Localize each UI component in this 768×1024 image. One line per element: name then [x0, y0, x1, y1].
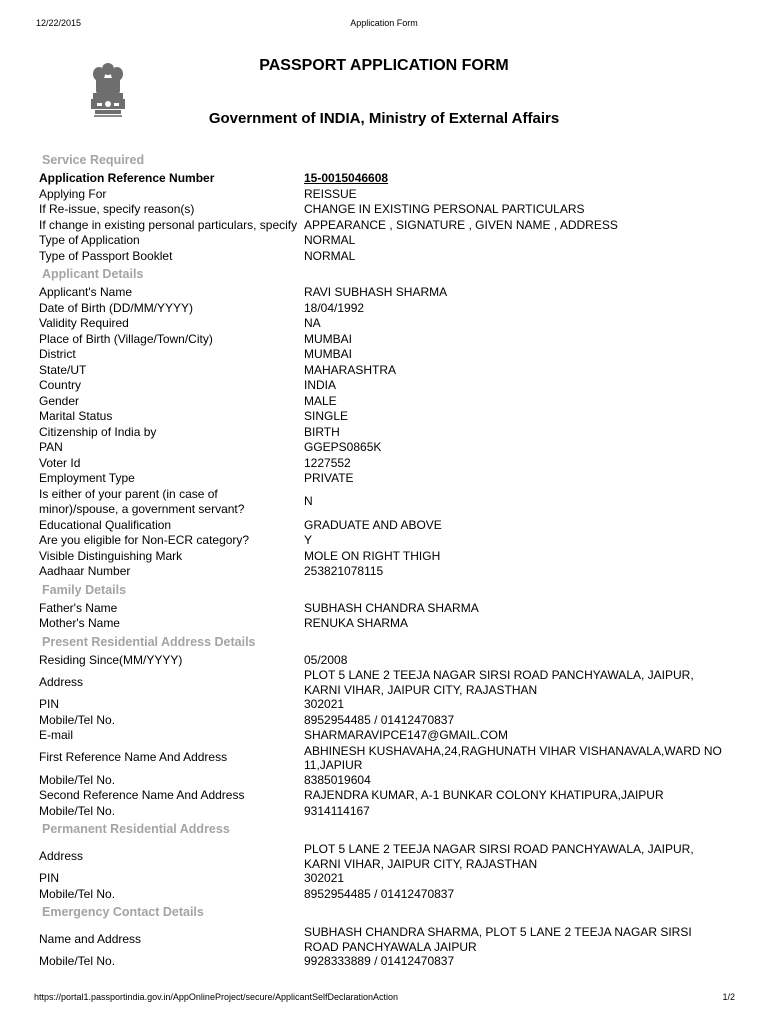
field-row [39, 871, 729, 887]
field-label: Mobile/Tel No. [39, 772, 116, 787]
field-value: 9314114167 [304, 803, 370, 818]
field-label: Validity Required [39, 316, 129, 330]
section-title-family: Family Details [42, 582, 127, 597]
field-row [39, 653, 729, 669]
field-row [39, 378, 729, 394]
field-label: Mobile/Tel No. [39, 803, 116, 818]
section-title-present-address: Present Residential Address Details [42, 634, 256, 649]
form-subtitle: Government of INDIA, Ministry of External Affairs [208, 110, 560, 127]
field-value: CHANGE IN EXISTING PERSONAL PARTICULARS [304, 202, 585, 216]
field-label: Citizenship of India by [39, 424, 157, 439]
field-row [39, 697, 729, 713]
field-row [39, 788, 729, 804]
field-label: Applicant's Name [39, 285, 132, 299]
field-label: District [39, 347, 76, 361]
field-row [39, 409, 729, 425]
field-value: 1227552 [304, 455, 351, 470]
field-label: If Re-issue, specify reason(s) [39, 202, 195, 216]
field-value: RAVI SUBHASH SHARMA [304, 285, 448, 299]
field-row [39, 728, 729, 744]
field-label: Voter Id [39, 455, 81, 470]
field-value: 302021 [304, 871, 345, 885]
field-label: PIN [39, 697, 60, 711]
field-label: Second Reference Name And Address [39, 788, 245, 802]
field-value: PRIVATE [304, 471, 354, 485]
field-label: Applying For [39, 186, 107, 201]
field-row [39, 316, 729, 332]
field-value: 253821078115 [304, 564, 384, 578]
print-page-title: Application Form [350, 18, 418, 28]
field-label: PAN [39, 440, 63, 454]
field-value: 302021 [304, 697, 345, 711]
field-row [39, 363, 729, 379]
field-label: Gender [39, 393, 80, 408]
print-url: https://portal1.passportindia.gov.in/AppOnlineProject/secure/ApplicantSelfDeclarationAction [34, 992, 399, 1002]
field-label: Type of Application [39, 233, 140, 247]
field-label: Address [39, 674, 84, 689]
field-value: GGEPS0865K [304, 440, 382, 454]
field-row [39, 668, 729, 697]
field-value: RAJENDRA KUMAR, A-1 BUNKAR COLONY KHATIPURA,JAIPUR [304, 788, 664, 802]
field-row [39, 249, 729, 265]
field-row [39, 773, 729, 789]
field-row [39, 332, 729, 348]
field-value: SUBHASH CHANDRA SHARMA, PLOT 5 LANE 2 TEEJA NAGAR SIRSI ROAD PANCHYAWALA JAIPUR [304, 925, 692, 954]
field-row-reference-number [39, 171, 729, 187]
field-value: 8385019604 [304, 772, 371, 787]
field-row [39, 440, 729, 456]
field-row [39, 518, 729, 534]
field-value: N [304, 494, 313, 509]
form-content [39, 150, 729, 970]
section-title-emergency: Emergency Contact Details [42, 905, 204, 919]
field-value: RENUKA SHARMA [304, 616, 409, 630]
field-row [39, 549, 729, 565]
section-title-applicant: Applicant Details [42, 267, 144, 281]
field-label: Educational Qualification [39, 517, 172, 532]
field-label: Mobile/Tel No. [39, 886, 116, 901]
field-value: REISSUE [304, 186, 357, 201]
field-value: NA [304, 316, 321, 330]
field-label: Residing Since(MM/YYYY) [39, 652, 183, 667]
field-value: ABHINESH KUSHAVAHA,24,RAGHUNATH VIHAR VISHANAVALA,WARD NO 11,JAPIUR [304, 743, 722, 772]
field-row [39, 285, 729, 301]
field-row [39, 218, 729, 234]
section-title-service: Service Required [42, 153, 145, 167]
field-row [39, 301, 729, 317]
field-value: NORMAL [304, 233, 356, 247]
field-row [39, 347, 729, 363]
field-label: If change in existing personal particulars, specify [39, 217, 298, 232]
page-number: 1/2 [722, 992, 735, 1002]
field-label: E-mail [39, 728, 74, 742]
field-label: Type of Passport Booklet [39, 248, 173, 263]
field-label: Is either of your parent (in case of minor)/spouse, a government servant? [39, 486, 245, 516]
field-row [39, 601, 729, 617]
field-value: 15-0015046608 [304, 171, 389, 185]
field-label: Are you eligible for Non-ECR category? [39, 533, 250, 547]
field-value: SHARMARAVIPCE147@GMAIL.COM [304, 728, 509, 742]
field-label: Marital Status [39, 409, 113, 423]
field-row [39, 713, 729, 729]
field-row [39, 564, 729, 580]
field-label: Mobile/Tel No. [39, 712, 116, 727]
field-label: Address [39, 848, 84, 863]
field-value: PLOT 5 LANE 2 TEEJA NAGAR SIRSI ROAD PANCHYAWALA, JAIPUR, KARNI VIHAR, JAIPUR CITY, RAJASTHAN [304, 842, 694, 871]
field-label: State/UT [39, 362, 87, 377]
form-title: PASSPORT APPLICATION FORM [259, 57, 509, 74]
field-value: MAHARASHTRA [304, 362, 397, 377]
field-value: 05/2008 [304, 652, 348, 667]
field-value: APPEARANCE , SIGNATURE , GIVEN NAME , ADDRESS [304, 217, 618, 232]
field-label: Father's Name [39, 600, 118, 615]
field-value: INDIA [304, 378, 337, 392]
field-row [39, 487, 729, 518]
field-row [39, 394, 729, 410]
field-value: NORMAL [304, 248, 356, 263]
field-label: Application Reference Number [39, 171, 215, 185]
field-value: GRADUATE AND ABOVE [304, 517, 442, 532]
field-row [39, 425, 729, 441]
field-row [39, 744, 729, 773]
field-value: 18/04/1992 [304, 300, 365, 315]
field-row [39, 925, 729, 954]
field-label: Aadhaar Number [39, 564, 131, 578]
field-label: Date of Birth (DD/MM/YYYY) [39, 300, 194, 315]
field-row [39, 616, 729, 632]
field-value: 8952954485 / 01412470837 [304, 712, 455, 727]
field-row [39, 954, 729, 970]
field-row [39, 887, 729, 903]
field-row [39, 533, 729, 549]
field-row [39, 187, 729, 203]
field-label: Mobile/Tel No. [39, 954, 116, 968]
field-label: PIN [39, 871, 60, 885]
field-label: First Reference Name And Address [39, 750, 228, 765]
field-value: BIRTH [304, 424, 340, 439]
field-row [39, 456, 729, 472]
field-row [39, 804, 729, 820]
field-value: MUMBAI [304, 331, 352, 346]
field-label: Visible Distinguishing Mark [39, 548, 183, 563]
field-row [39, 471, 729, 487]
field-row [39, 233, 729, 249]
field-label: Place of Birth (Village/Town/City) [39, 331, 213, 346]
field-value: 8952954485 / 01412470837 [304, 886, 455, 901]
field-value: MOLE ON RIGHT THIGH [304, 548, 441, 563]
field-value: MALE [304, 393, 337, 408]
print-date: 12/22/2015 [36, 18, 82, 28]
field-label: Employment Type [39, 471, 135, 485]
field-value: 9928333889 / 01412470837 [304, 954, 455, 968]
field-label: Mother's Name [39, 616, 120, 630]
field-value: MUMBAI [304, 347, 352, 361]
field-value: PLOT 5 LANE 2 TEEJA NAGAR SIRSI ROAD PANCHYAWALA, JAIPUR, KARNI VIHAR, JAIPUR CITY, RAJASTHAN [304, 668, 694, 697]
field-label: Name and Address [39, 931, 142, 946]
field-value: SUBHASH CHANDRA SHARMA [304, 600, 479, 615]
field-row [39, 202, 729, 218]
field-row [39, 842, 729, 871]
field-label: Country [39, 378, 82, 392]
field-value: Y [304, 533, 313, 547]
field-value: SINGLE [304, 409, 349, 423]
section-title-permanent-address: Permanent Residential Address [42, 822, 230, 836]
